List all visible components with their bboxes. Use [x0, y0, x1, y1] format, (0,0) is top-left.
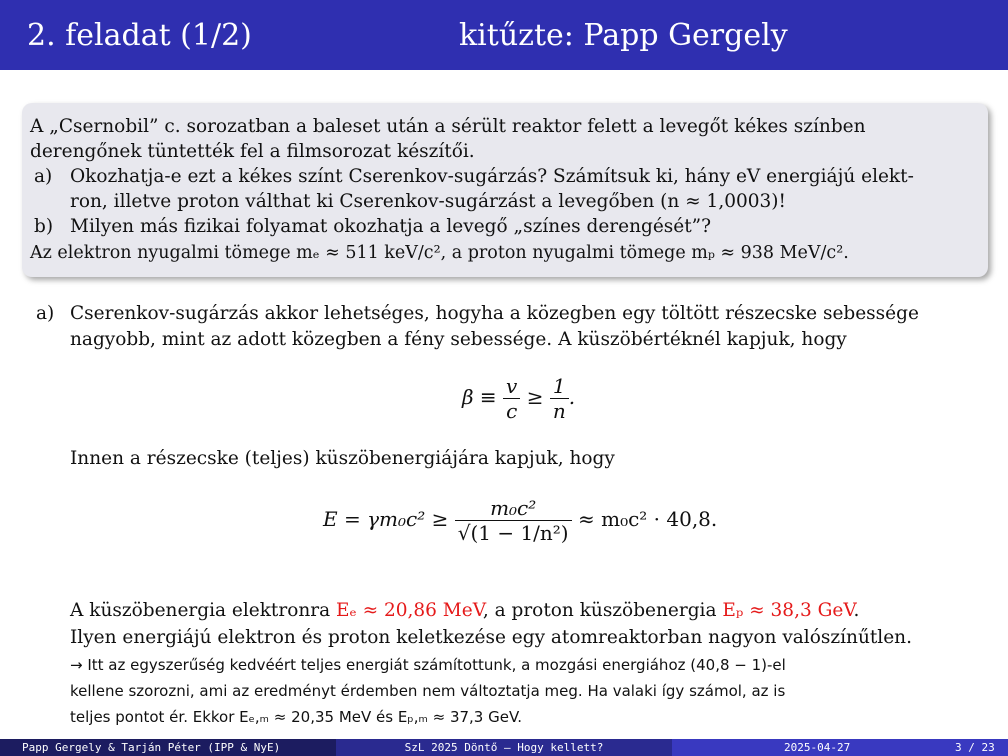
electron-threshold-value: Eₑ ≈ 20,86 MeV	[336, 600, 483, 621]
slide-footer	[0, 739, 1008, 756]
solution-p4: Ilyen energiájú elektron és proton keletkezése egy atomreaktorban nagyon valószínűtlen.	[70, 627, 912, 648]
equation-beta	[462, 374, 575, 423]
solution-p1-line1: Cserenkov-sugárzás akkor lehetséges, hogyha a közegben egy töltött részecske sebessége	[70, 303, 919, 324]
eq2-num: m₀c²	[455, 496, 572, 521]
slide-author: kitűzte: Papp Gergely	[459, 18, 788, 53]
proton-threshold-value: Eₚ ≈ 38,3 GeV	[722, 600, 854, 621]
problem-a-label: a)	[34, 166, 53, 187]
eq2-lhs: E = γm₀c² ≥	[323, 507, 449, 531]
problem-a-line1: Okozhatja-e ezt a kékes színt Cserenkov-sugárzás? Számítsuk ki, hány eV energiájú elekt-	[70, 166, 914, 187]
p3-end: .	[853, 600, 860, 621]
equation-energy	[323, 496, 717, 545]
solution-p3	[70, 600, 859, 621]
solution-a-label: a)	[36, 303, 55, 324]
problem-intro-line1: A „Csernobil” c. sorozatban a baleset után a sérült reaktor felett a levegőt kékes színben	[30, 116, 866, 137]
eq1-frac1	[503, 374, 520, 423]
eq1-frac1-den: c	[506, 399, 518, 423]
problem-intro-line2: derengőnek tüntették fel a filmsorozat készítői.	[30, 141, 475, 162]
eq1-geq: ≥	[526, 385, 544, 409]
note-line1: → Itt az egyszerűség kedvéért teljes energiát számítottunk, a mozgási energiához (40,8 − 1)-el	[70, 656, 786, 674]
note-line3: teljes pontot ér. Ekkor Eₑ,ₘ ≈ 20,35 MeV és Eₚ,ₘ ≈ 37,3 GeV.	[70, 708, 523, 726]
problem-statement-box	[22, 103, 988, 277]
eq1-frac2-num: 1	[550, 374, 569, 399]
slide-header	[0, 0, 1008, 70]
problem-a-line2: ron, illetve proton válthat ki Cserenkov-sugárzást a levegőben (n ≈ 1,0003)!	[70, 191, 786, 212]
solution-p2: Innen a részecske (teljes) küszöbenergiájára kapjuk, hogy	[70, 448, 615, 469]
eq1-frac1-num: v	[503, 374, 520, 399]
footer-date: 2025-04-27	[784, 741, 851, 754]
eq1-lhs: β ≡	[462, 385, 497, 409]
eq1-end: .	[568, 385, 576, 409]
footer-right	[672, 739, 1008, 756]
eq1-frac2	[550, 374, 569, 423]
solution-p1-line2: nagyobb, mint az adott közegben a fény sebessége. A küszöbértéknél kapjuk, hogy	[70, 329, 847, 350]
eq2-frac	[455, 496, 572, 545]
eq1-frac2-den: n	[552, 399, 566, 423]
p3-mid: , a proton küszöbenergia	[482, 600, 723, 621]
slide-title: 2. feladat (1/2)	[27, 18, 252, 53]
p3-pre: A küszöbenergia elektronra	[70, 600, 337, 621]
eq2-den: √(1 − 1/n²)	[457, 521, 569, 545]
footer-event: SzL 2025 Döntő – Hogy kellett?	[336, 739, 672, 756]
problem-b-label: b)	[34, 216, 54, 237]
eq2-rhs: ≈ m₀c² · 40,8.	[577, 507, 718, 531]
note-line2: kellene szorozni, ami az eredményt érdemben nem változtatja meg. Ha valaki így számol, az is	[70, 682, 786, 700]
footer-authors: Papp Gergely & Tarján Péter (IPP & NyE)	[0, 739, 336, 756]
footer-page-number: 3 / 23	[955, 741, 995, 754]
problem-b-line: Milyen más fizikai folyamat okozhatja a levegő „színes derengését”?	[70, 216, 712, 237]
problem-masses: Az elektron nyugalmi tömege mₑ ≈ 511 keV/c², a proton nyugalmi tömege mₚ ≈ 938 MeV/c².	[30, 243, 849, 263]
